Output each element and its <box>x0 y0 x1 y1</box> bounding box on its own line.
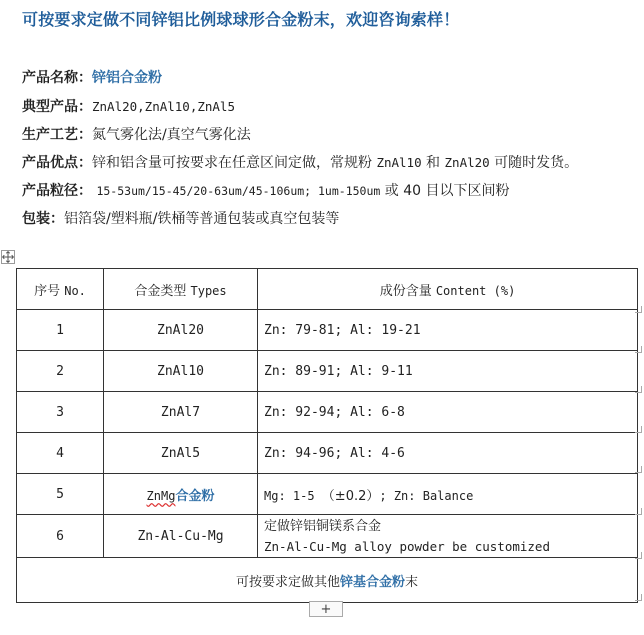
spec-label: 典型产品： <box>22 99 92 115</box>
cell-type: Zn-Al-Cu-Mg <box>104 515 258 558</box>
cell-content: Zn: 89-91; Al: 9-11 <box>258 351 638 392</box>
alloy-spec-table <box>16 268 638 603</box>
cell-type: ZnAl10 <box>104 351 258 392</box>
footer-cell <box>17 558 638 603</box>
spec-typical-products <box>22 96 235 116</box>
table-footer-row <box>17 558 638 603</box>
row-resize-marker[interactable] <box>635 346 642 353</box>
content-text: （±0.2） <box>321 488 380 504</box>
content-text: Mg: 1-5 <box>264 488 322 503</box>
spec-value: 或 40 目以下区间粉 <box>380 183 510 199</box>
cell-type: ZnAl20 <box>104 310 258 351</box>
cell-no: 1 <box>17 310 104 351</box>
zinc-alloy-powder-link[interactable]: 锌基合金粉 <box>339 574 405 590</box>
cell-content: Zn: 92-94; Al: 6-8 <box>258 392 638 433</box>
row-resize-marker[interactable] <box>635 594 642 601</box>
row-resize-marker[interactable] <box>635 426 642 433</box>
spec-product-name <box>22 67 162 87</box>
cell-no: 5 <box>17 474 104 515</box>
header-text: Types <box>190 283 227 298</box>
spec-value: 铝箔袋/塑料瓶/铁桶等普通包装或真空包装等 <box>64 211 340 227</box>
spec-label: 产品粒径： <box>22 183 92 199</box>
table-row <box>17 433 638 474</box>
spec-label: 产品名称： <box>22 70 92 86</box>
content-text: ; Zn: Balance <box>379 488 474 503</box>
spec-particle-size <box>22 180 510 200</box>
cell-content: Zn: 94-96; Al: 4-6 <box>258 433 638 474</box>
spec-value: 和 <box>421 155 445 171</box>
spec-value-mono: ZnAl20 <box>444 155 490 170</box>
cell-type-code: ZnMg <box>146 488 176 503</box>
cell-type: ZnAl5 <box>104 433 258 474</box>
header-text: 成份含量 <box>379 283 436 299</box>
table-row <box>17 392 638 433</box>
header-text: 序号 <box>34 283 65 299</box>
table-row <box>17 310 638 351</box>
footer-text: 可按要求定做其他 <box>235 574 340 590</box>
spec-advantage <box>22 152 578 172</box>
footer-text: 末 <box>405 574 419 590</box>
cell-no: 6 <box>17 515 104 558</box>
cell-type <box>104 474 258 515</box>
header-text: No. <box>64 283 86 298</box>
row-resize-marker[interactable] <box>635 552 642 559</box>
add-row-button[interactable]: + <box>309 601 343 617</box>
table-move-handle-icon[interactable] <box>1 250 15 264</box>
cell-content: Zn: 79-81; Al: 19-21 <box>258 310 638 351</box>
table-row <box>17 351 638 392</box>
header-text: 合金类型 <box>134 283 191 299</box>
spec-process <box>22 124 251 144</box>
cell-no: 3 <box>17 392 104 433</box>
row-resize-marker[interactable] <box>635 386 642 393</box>
cell-type: ZnAl7 <box>104 392 258 433</box>
row-resize-marker[interactable] <box>635 306 642 313</box>
headline: 可按要求定做不同锌铝比例球球形合金粉末，欢迎咨询索样！ <box>22 10 460 29</box>
spec-value: 锌和铝含量可按要求在任意区间定做，常规粉 <box>92 155 377 171</box>
cell-content <box>258 474 638 515</box>
spec-value-mono: 15-53um/15-45/20-63um/45-106um; 1um-150um <box>96 184 381 198</box>
spec-label: 产品优点： <box>22 155 92 171</box>
spec-value: ZnAl20,ZnAl10,ZnAl5 <box>92 99 235 114</box>
alloy-powder-link[interactable]: 合金粉 <box>175 488 215 504</box>
spec-package <box>22 208 339 228</box>
spec-value: 可随时发货。 <box>489 155 579 171</box>
header-text: Content (%) <box>435 283 516 298</box>
header-no <box>17 269 104 310</box>
cell-no: 2 <box>17 351 104 392</box>
row-resize-marker[interactable] <box>635 508 642 515</box>
spec-label: 生产工艺： <box>22 127 92 143</box>
header-type <box>104 269 258 310</box>
spec-label: 包装： <box>22 211 64 227</box>
product-name-link[interactable]: 锌铝合金粉 <box>92 70 162 86</box>
table-header-row <box>17 269 638 310</box>
content-line: 定做锌铝铜镁系合金 <box>264 519 382 534</box>
content-line: Zn-Al-Cu-Mg alloy powder be customized <box>264 539 550 554</box>
header-content <box>258 269 638 310</box>
spec-value-mono: ZnAl10 <box>376 155 422 170</box>
cell-no: 4 <box>17 433 104 474</box>
spec-value: 氮气雾化法/真空气雾化法 <box>92 127 251 143</box>
table-row <box>17 474 638 515</box>
table-row <box>17 515 638 558</box>
row-resize-marker[interactable] <box>635 466 642 473</box>
cell-content <box>258 515 638 558</box>
